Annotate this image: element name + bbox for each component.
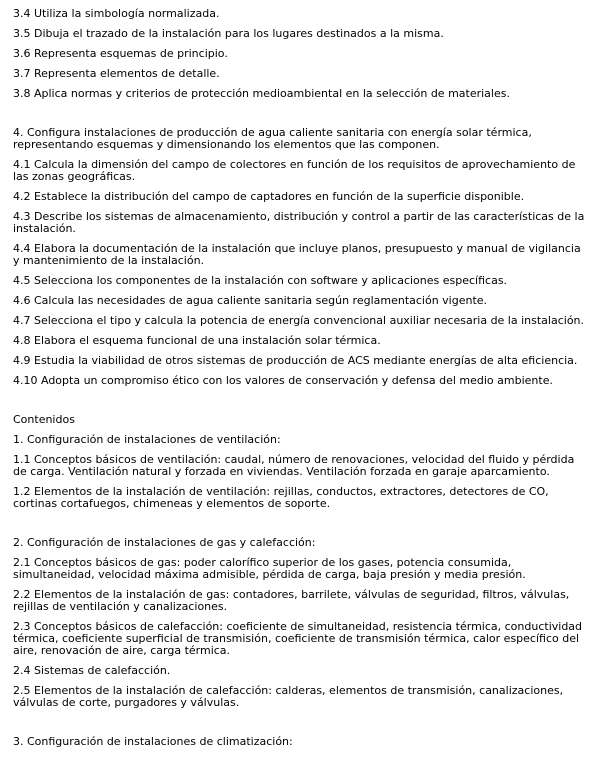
paragraph: 4.8 Elabora el esquema funcional de una instalación solar térmica. — [13, 334, 381, 347]
paragraph: 3.6 Representa esquemas de principio. — [13, 47, 228, 60]
paragraph: 1. Configuración de instalaciones de ventilación: — [13, 433, 281, 446]
paragraph: 2.3 Conceptos básicos de calefacción: coeficiente de simultaneidad, resistencia térmica, conductividad térmica, coeficiente superficial de transmisión, coeficiente de transmisión térmica, calor específico del aire, renovación de aire, carga térmica. — [13, 620, 583, 657]
paragraph: 4.7 Selecciona el tipo y calcula la potencia de energía convencional auxiliar necesaria de la instalación. — [13, 314, 585, 327]
paragraph: 4.10 Adopta un compromiso ético con los valores de conservación y defensa del medio ambiente. — [13, 374, 553, 387]
paragraph: 3. Configuración de instalaciones de climatización: — [13, 735, 293, 748]
paragraph: 2.1 Conceptos básicos de gas: poder calorífico superior de los gases, potencia consumida, simultaneidad, velocidad máxima admisible, pérdida de carga, baja presión y media presión. — [13, 556, 526, 581]
paragraph: 2.5 Elementos de la instalación de calefacción: calderas, elementos de transmisión, canalizaciones, válvulas de corte, purgadores y válvulas. — [13, 684, 564, 709]
paragraph: 4.9 Estudia la viabilidad de otros sistemas de producción de ACS mediante energías de alta eficiencia. — [13, 354, 578, 367]
paragraph: 4. Configura instalaciones de producción de agua caliente sanitaria con energía solar térmica, representando esquemas y dimensionando los elementos que las componen. — [13, 126, 532, 151]
section-gap — [13, 717, 588, 736]
paragraph: 4.2 Establece la distribución del campo de captadores en función de la superficie disponible. — [13, 190, 525, 203]
paragraph: Contenidos — [13, 413, 75, 426]
paragraph: 1.2 Elementos de la instalación de ventilación: rejillas, conductos, extractores, detectores de CO, cortinas cortafuegos, chimeneas y elementos de soporte. — [13, 485, 549, 510]
paragraph: 3.5 Dibuja el trazado de la instalación para los lugares destinados a la misma. — [13, 27, 444, 40]
paragraph: 4.6 Calcula las necesidades de agua caliente sanitaria según reglamentación vigente. — [13, 294, 488, 307]
paragraph: 2. Configuración de instalaciones de gas y calefacción: — [13, 536, 316, 549]
paragraph: 3.8 Aplica normas y criterios de protección medioambiental en la selección de materiales. — [13, 87, 510, 100]
paragraph: 2.4 Sistemas de calefacción. — [13, 664, 171, 677]
paragraph: 4.5 Selecciona los componentes de la instalación con software y aplicaciones específicas. — [13, 274, 508, 287]
paragraph: 4.1 Calcula la dimensión del campo de colectores en función de los requisitos de aprovechamiento de las zonas geográficas. — [13, 158, 576, 183]
section-gap — [13, 108, 588, 127]
paragraph: 4.3 Describe los sistemas de almacenamiento, distribución y control a partir de las características de la instalación. — [13, 210, 585, 235]
paragraph: 2.2 Elementos de la instalación de gas: contadores, barrilete, válvulas de seguridad, filtros, válvulas, rejillas de ventilación y canalizaciones. — [13, 588, 570, 613]
paragraph: 4.4 Elabora la documentación de la instalación que incluye planos, presupuesto y manual de vigilancia y mantenimiento de la instalación. — [13, 242, 581, 267]
paragraph: 1.1 Conceptos básicos de ventilación: caudal, número de renovaciones, velocidad del fluido y pérdida de carga. Ventilación natural y forzada en viviendas. Ventilación forzada en garaje aparcamiento. — [13, 453, 575, 478]
section-gap — [13, 395, 588, 414]
paragraph: 3.7 Representa elementos de detalle. — [13, 67, 220, 80]
paragraph: 3.4 Utiliza la simbología normalizada. — [13, 7, 220, 20]
section-gap — [13, 518, 588, 537]
